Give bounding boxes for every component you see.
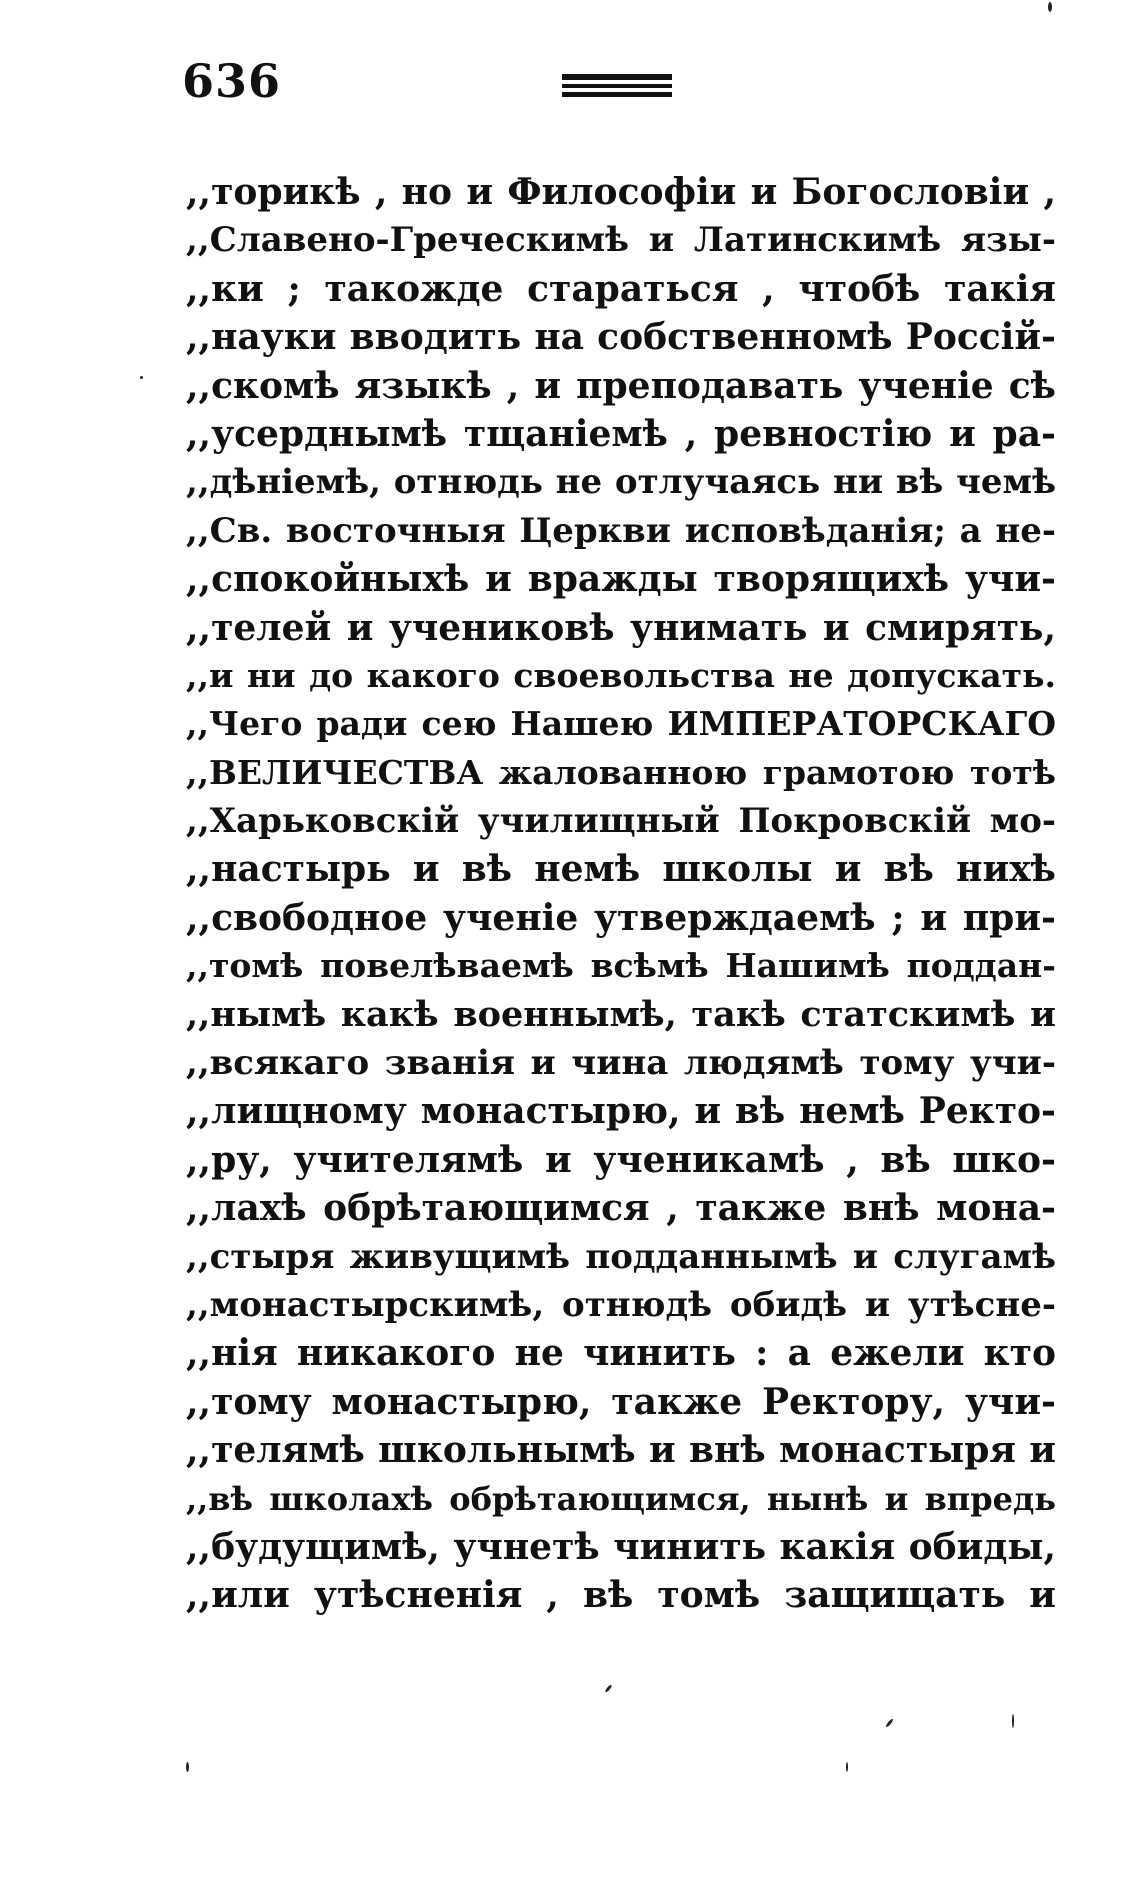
text-line: ,,дѣніемѣ, отнюдь не отлучаясь ни вѣ чемѣ <box>186 462 1056 503</box>
scan-speck <box>1048 2 1052 12</box>
text-line: ,,всякаго званія и чина людямѣ тому учи- <box>186 1043 1056 1084</box>
text-line: ,,ки ; такожде стараться , чтобѣ такія <box>186 267 1056 310</box>
text-line: ,,будущимѣ, учнетѣ чинить какія обиды, <box>186 1525 1056 1568</box>
text-line: ,,усерднымѣ тщаніемѣ , ревностію и ра- <box>186 412 1056 455</box>
text-line: ,,лищному монастырю, и вѣ немѣ Ректо- <box>186 1090 1056 1133</box>
scan-speck <box>604 1684 612 1693</box>
text-line: ,,томѣ повелѣваемѣ всѣмѣ Нашимѣ поддан- <box>186 946 1056 986</box>
scan-speck <box>1012 1714 1014 1728</box>
text-line: ,,Св. восточныя Церкви исповѣданія; а не- <box>186 510 1056 551</box>
text-line: ,,Чего ради сею Нашею ИМПЕРАТОРСКАГО <box>186 704 1056 744</box>
text-line: ,,Славено-Греческимѣ и Латинскимѣ язы- <box>186 220 1056 261</box>
text-line: ,,науки вводить на собственномѣ Россій- <box>186 316 1056 359</box>
text-line: ,,лахѣ обрѣтающимся , также внѣ мона- <box>186 1187 1056 1230</box>
header-rule-line <box>562 74 672 80</box>
text-line: ,,свободное ученіе утверждаемѣ ; и при- <box>186 896 1056 939</box>
text-line: ,,ВЕЛИЧЕСТВА жалованною грамотою тотѣ <box>186 752 1056 792</box>
text-line: ,,ру, учителямѣ и ученикамѣ , вѣ шко- <box>186 1138 1056 1181</box>
text-line: ,,торикѣ , но и Философіи и Богословіи , <box>186 171 1056 213</box>
text-line: ,,скомѣ языкѣ , и преподавать ученіе сѣ <box>186 364 1056 407</box>
text-line: ,,тому монастырю, также Ректору, учи- <box>186 1380 1056 1423</box>
header-rule <box>562 74 672 98</box>
text-line: ,,нія никакого не чинить : а ежели кто <box>186 1332 1056 1375</box>
text-line: ,,или утѣсненія , вѣ томѣ защищать и <box>186 1574 1056 1617</box>
text-line: ,,стыря живущимѣ подданнымѣ и слугамѣ <box>186 1236 1056 1277</box>
text-line: ,,нымѣ какѣ военнымѣ, такѣ статскимѣ и <box>186 993 1056 1035</box>
text-line: ,,вѣ школахѣ обрѣтающимся, нынѣ и впредь <box>186 1479 1056 1518</box>
scan-speck <box>140 376 143 379</box>
scan-speck <box>186 1762 189 1772</box>
text-line: ,,телей и учениковѣ унимать и смирять, <box>186 606 1056 649</box>
scan-speck <box>885 1718 894 1728</box>
header-rule-line <box>562 92 672 97</box>
body-text <box>186 168 1056 1620</box>
page-number: 636 <box>182 54 282 108</box>
text-line: ,,Харьковскій училищный Покровскій мо- <box>186 801 1056 842</box>
text-line: ,,монастырскимѣ, отнюдѣ обидѣ и утѣсне- <box>186 1284 1056 1325</box>
text-line: ,,настырь и вѣ немѣ школы и вѣ нихѣ <box>186 848 1056 891</box>
header-rule-line <box>562 84 672 88</box>
scan-speck <box>846 1762 848 1772</box>
text-line: ,,спокойныхѣ и вражды творящихѣ учи- <box>186 558 1056 601</box>
text-line: ,,и ни до какого своевольства не допускать. <box>186 655 1056 695</box>
text-line: ,,телямѣ школьнымѣ и внѣ монастыря и <box>186 1429 1056 1472</box>
